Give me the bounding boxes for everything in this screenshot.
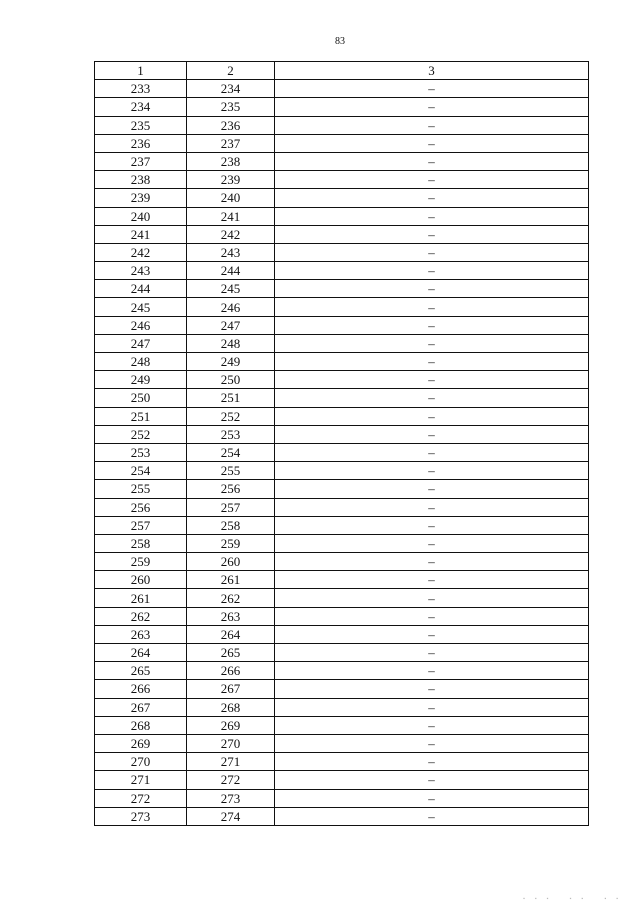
table-row (95, 480, 589, 498)
table-cell-col-3: – (275, 753, 589, 771)
table-row (95, 571, 589, 589)
table-cell-col-3: – (275, 644, 589, 662)
table-body (95, 80, 589, 826)
table-cell-col-2: 265 (187, 644, 275, 662)
table-cell-col-3: – (275, 462, 589, 480)
table-row (95, 644, 589, 662)
table-row (95, 207, 589, 225)
table-row (95, 353, 589, 371)
page-number: 83 (335, 36, 345, 47)
table-row (95, 171, 589, 189)
table-cell-col-1: 268 (95, 716, 187, 734)
table-row (95, 225, 589, 243)
table-cell-col-1: 235 (95, 116, 187, 134)
table-cell-col-3: – (275, 662, 589, 680)
table-cell-col-3: – (275, 680, 589, 698)
table-header-row (95, 62, 589, 80)
table-cell-col-2: 243 (187, 243, 275, 261)
table-cell-col-2: 260 (187, 553, 275, 571)
data-table (94, 61, 589, 826)
table-cell-col-2: 269 (187, 716, 275, 734)
table-row (95, 553, 589, 571)
table-row (95, 589, 589, 607)
table-cell-col-1: 250 (95, 389, 187, 407)
table-cell-col-2: 245 (187, 280, 275, 298)
table-cell-col-1: 233 (95, 80, 187, 98)
table-cell-col-2: 267 (187, 680, 275, 698)
table-cell-col-1: 258 (95, 534, 187, 552)
table-cell-col-2: 240 (187, 189, 275, 207)
table-cell-col-3: – (275, 225, 589, 243)
table-row (95, 334, 589, 352)
table-cell-col-3: – (275, 134, 589, 152)
table-cell-col-3: – (275, 589, 589, 607)
table-row (95, 771, 589, 789)
table-cell-col-1: 252 (95, 425, 187, 443)
table-cell-col-3: – (275, 425, 589, 443)
table-cell-col-2: 255 (187, 462, 275, 480)
table-row (95, 80, 589, 98)
table-cell-col-1: 260 (95, 571, 187, 589)
table-cell-col-1: 266 (95, 680, 187, 698)
table-cell-col-1: 267 (95, 698, 187, 716)
table-cell-col-3: – (275, 171, 589, 189)
column-header-3: 3 (275, 62, 589, 80)
table-cell-col-1: 255 (95, 480, 187, 498)
table-row (95, 316, 589, 334)
table-row (95, 789, 589, 807)
table-cell-col-3: – (275, 407, 589, 425)
table-row (95, 116, 589, 134)
table-row (95, 516, 589, 534)
table-cell-col-3: – (275, 771, 589, 789)
table-cell-col-2: 254 (187, 443, 275, 461)
table-cell-col-1: 272 (95, 789, 187, 807)
table-cell-col-1: 270 (95, 753, 187, 771)
table-cell-col-3: – (275, 498, 589, 516)
table-row (95, 243, 589, 261)
table-cell-col-3: – (275, 98, 589, 116)
column-header-1: 1 (95, 62, 187, 80)
table-row (95, 443, 589, 461)
table-row (95, 152, 589, 170)
table-cell-col-2: 248 (187, 334, 275, 352)
table-row (95, 371, 589, 389)
table-cell-col-3: – (275, 262, 589, 280)
table-cell-col-3: – (275, 534, 589, 552)
table-cell-col-1: 237 (95, 152, 187, 170)
table-cell-col-3: – (275, 389, 589, 407)
table-row (95, 498, 589, 516)
table-cell-col-1: 247 (95, 334, 187, 352)
table-cell-col-3: – (275, 480, 589, 498)
table-row (95, 134, 589, 152)
scan-artifact-marks: ▪▪▪ ▪▪ ▪▪ (523, 897, 628, 902)
table-cell-col-1: 269 (95, 734, 187, 752)
table-cell-col-3: – (275, 625, 589, 643)
table-cell-col-1: 263 (95, 625, 187, 643)
table-cell-col-3: – (275, 298, 589, 316)
table-cell-col-1: 265 (95, 662, 187, 680)
table-cell-col-3: – (275, 353, 589, 371)
table-cell-col-1: 243 (95, 262, 187, 280)
table-cell-col-1: 242 (95, 243, 187, 261)
table-cell-col-3: – (275, 116, 589, 134)
table-cell-col-1: 245 (95, 298, 187, 316)
table-cell-col-2: 273 (187, 789, 275, 807)
table-cell-col-1: 236 (95, 134, 187, 152)
column-header-2: 2 (187, 62, 275, 80)
table-cell-col-2: 247 (187, 316, 275, 334)
table-cell-col-1: 248 (95, 353, 187, 371)
table-row (95, 607, 589, 625)
table-cell-col-3: – (275, 443, 589, 461)
table-cell-col-1: 257 (95, 516, 187, 534)
table-cell-col-2: 237 (187, 134, 275, 152)
table-cell-col-1: 256 (95, 498, 187, 516)
table-row (95, 389, 589, 407)
table-cell-col-2: 271 (187, 753, 275, 771)
table-cell-col-3: – (275, 716, 589, 734)
table-cell-col-2: 250 (187, 371, 275, 389)
table-cell-col-2: 262 (187, 589, 275, 607)
table-cell-col-1: 251 (95, 407, 187, 425)
table-cell-col-3: – (275, 371, 589, 389)
table-cell-col-2: 266 (187, 662, 275, 680)
table-cell-col-3: – (275, 553, 589, 571)
table-row (95, 680, 589, 698)
table-cell-col-2: 241 (187, 207, 275, 225)
table-row (95, 462, 589, 480)
table-cell-col-2: 249 (187, 353, 275, 371)
table-cell-col-3: – (275, 207, 589, 225)
table-row (95, 98, 589, 116)
table-cell-col-3: – (275, 789, 589, 807)
table-cell-col-1: 253 (95, 443, 187, 461)
table-cell-col-1: 246 (95, 316, 187, 334)
table-cell-col-2: 238 (187, 152, 275, 170)
table-row (95, 280, 589, 298)
table-cell-col-1: 241 (95, 225, 187, 243)
table-cell-col-3: – (275, 316, 589, 334)
table-cell-col-2: 258 (187, 516, 275, 534)
table-cell-col-2: 252 (187, 407, 275, 425)
table-cell-col-2: 263 (187, 607, 275, 625)
table-cell-col-3: – (275, 80, 589, 98)
table-row (95, 625, 589, 643)
table-cell-col-2: 246 (187, 298, 275, 316)
table-row (95, 262, 589, 280)
table-cell-col-2: 272 (187, 771, 275, 789)
table-cell-col-2: 256 (187, 480, 275, 498)
table-cell-col-1: 259 (95, 553, 187, 571)
table-cell-col-1: 244 (95, 280, 187, 298)
table-cell-col-3: – (275, 280, 589, 298)
table-row (95, 753, 589, 771)
table-cell-col-2: 242 (187, 225, 275, 243)
table-cell-col-3: – (275, 571, 589, 589)
table-cell-col-2: 270 (187, 734, 275, 752)
table-cell-col-1: 264 (95, 644, 187, 662)
table-row (95, 534, 589, 552)
table-row (95, 298, 589, 316)
table-cell-col-3: – (275, 734, 589, 752)
table-row (95, 189, 589, 207)
table-cell-col-1: 262 (95, 607, 187, 625)
table-cell-col-1: 273 (95, 807, 187, 825)
table-cell-col-2: 268 (187, 698, 275, 716)
table-cell-col-2: 251 (187, 389, 275, 407)
table-cell-col-3: – (275, 152, 589, 170)
table-cell-col-2: 261 (187, 571, 275, 589)
table-cell-col-2: 264 (187, 625, 275, 643)
table-row (95, 716, 589, 734)
table-cell-col-3: – (275, 516, 589, 534)
table-cell-col-3: – (275, 189, 589, 207)
table-cell-col-2: 234 (187, 80, 275, 98)
table-row (95, 698, 589, 716)
table-cell-col-3: – (275, 807, 589, 825)
table-cell-col-2: 239 (187, 171, 275, 189)
table-cell-col-1: 240 (95, 207, 187, 225)
table-cell-col-3: – (275, 607, 589, 625)
table-cell-col-1: 238 (95, 171, 187, 189)
table-cell-col-1: 234 (95, 98, 187, 116)
table-row (95, 425, 589, 443)
table-cell-col-2: 236 (187, 116, 275, 134)
table-cell-col-1: 271 (95, 771, 187, 789)
table-cell-col-2: 253 (187, 425, 275, 443)
table-cell-col-2: 257 (187, 498, 275, 516)
table-cell-col-1: 254 (95, 462, 187, 480)
table-cell-col-2: 274 (187, 807, 275, 825)
table-row (95, 734, 589, 752)
table-row (95, 807, 589, 825)
table-row (95, 407, 589, 425)
table-cell-col-2: 259 (187, 534, 275, 552)
table-cell-col-1: 261 (95, 589, 187, 607)
table-row (95, 662, 589, 680)
table-cell-col-3: – (275, 243, 589, 261)
table-cell-col-2: 244 (187, 262, 275, 280)
table-cell-col-3: – (275, 334, 589, 352)
table-cell-col-2: 235 (187, 98, 275, 116)
table-cell-col-1: 249 (95, 371, 187, 389)
table-cell-col-1: 239 (95, 189, 187, 207)
table-cell-col-3: – (275, 698, 589, 716)
